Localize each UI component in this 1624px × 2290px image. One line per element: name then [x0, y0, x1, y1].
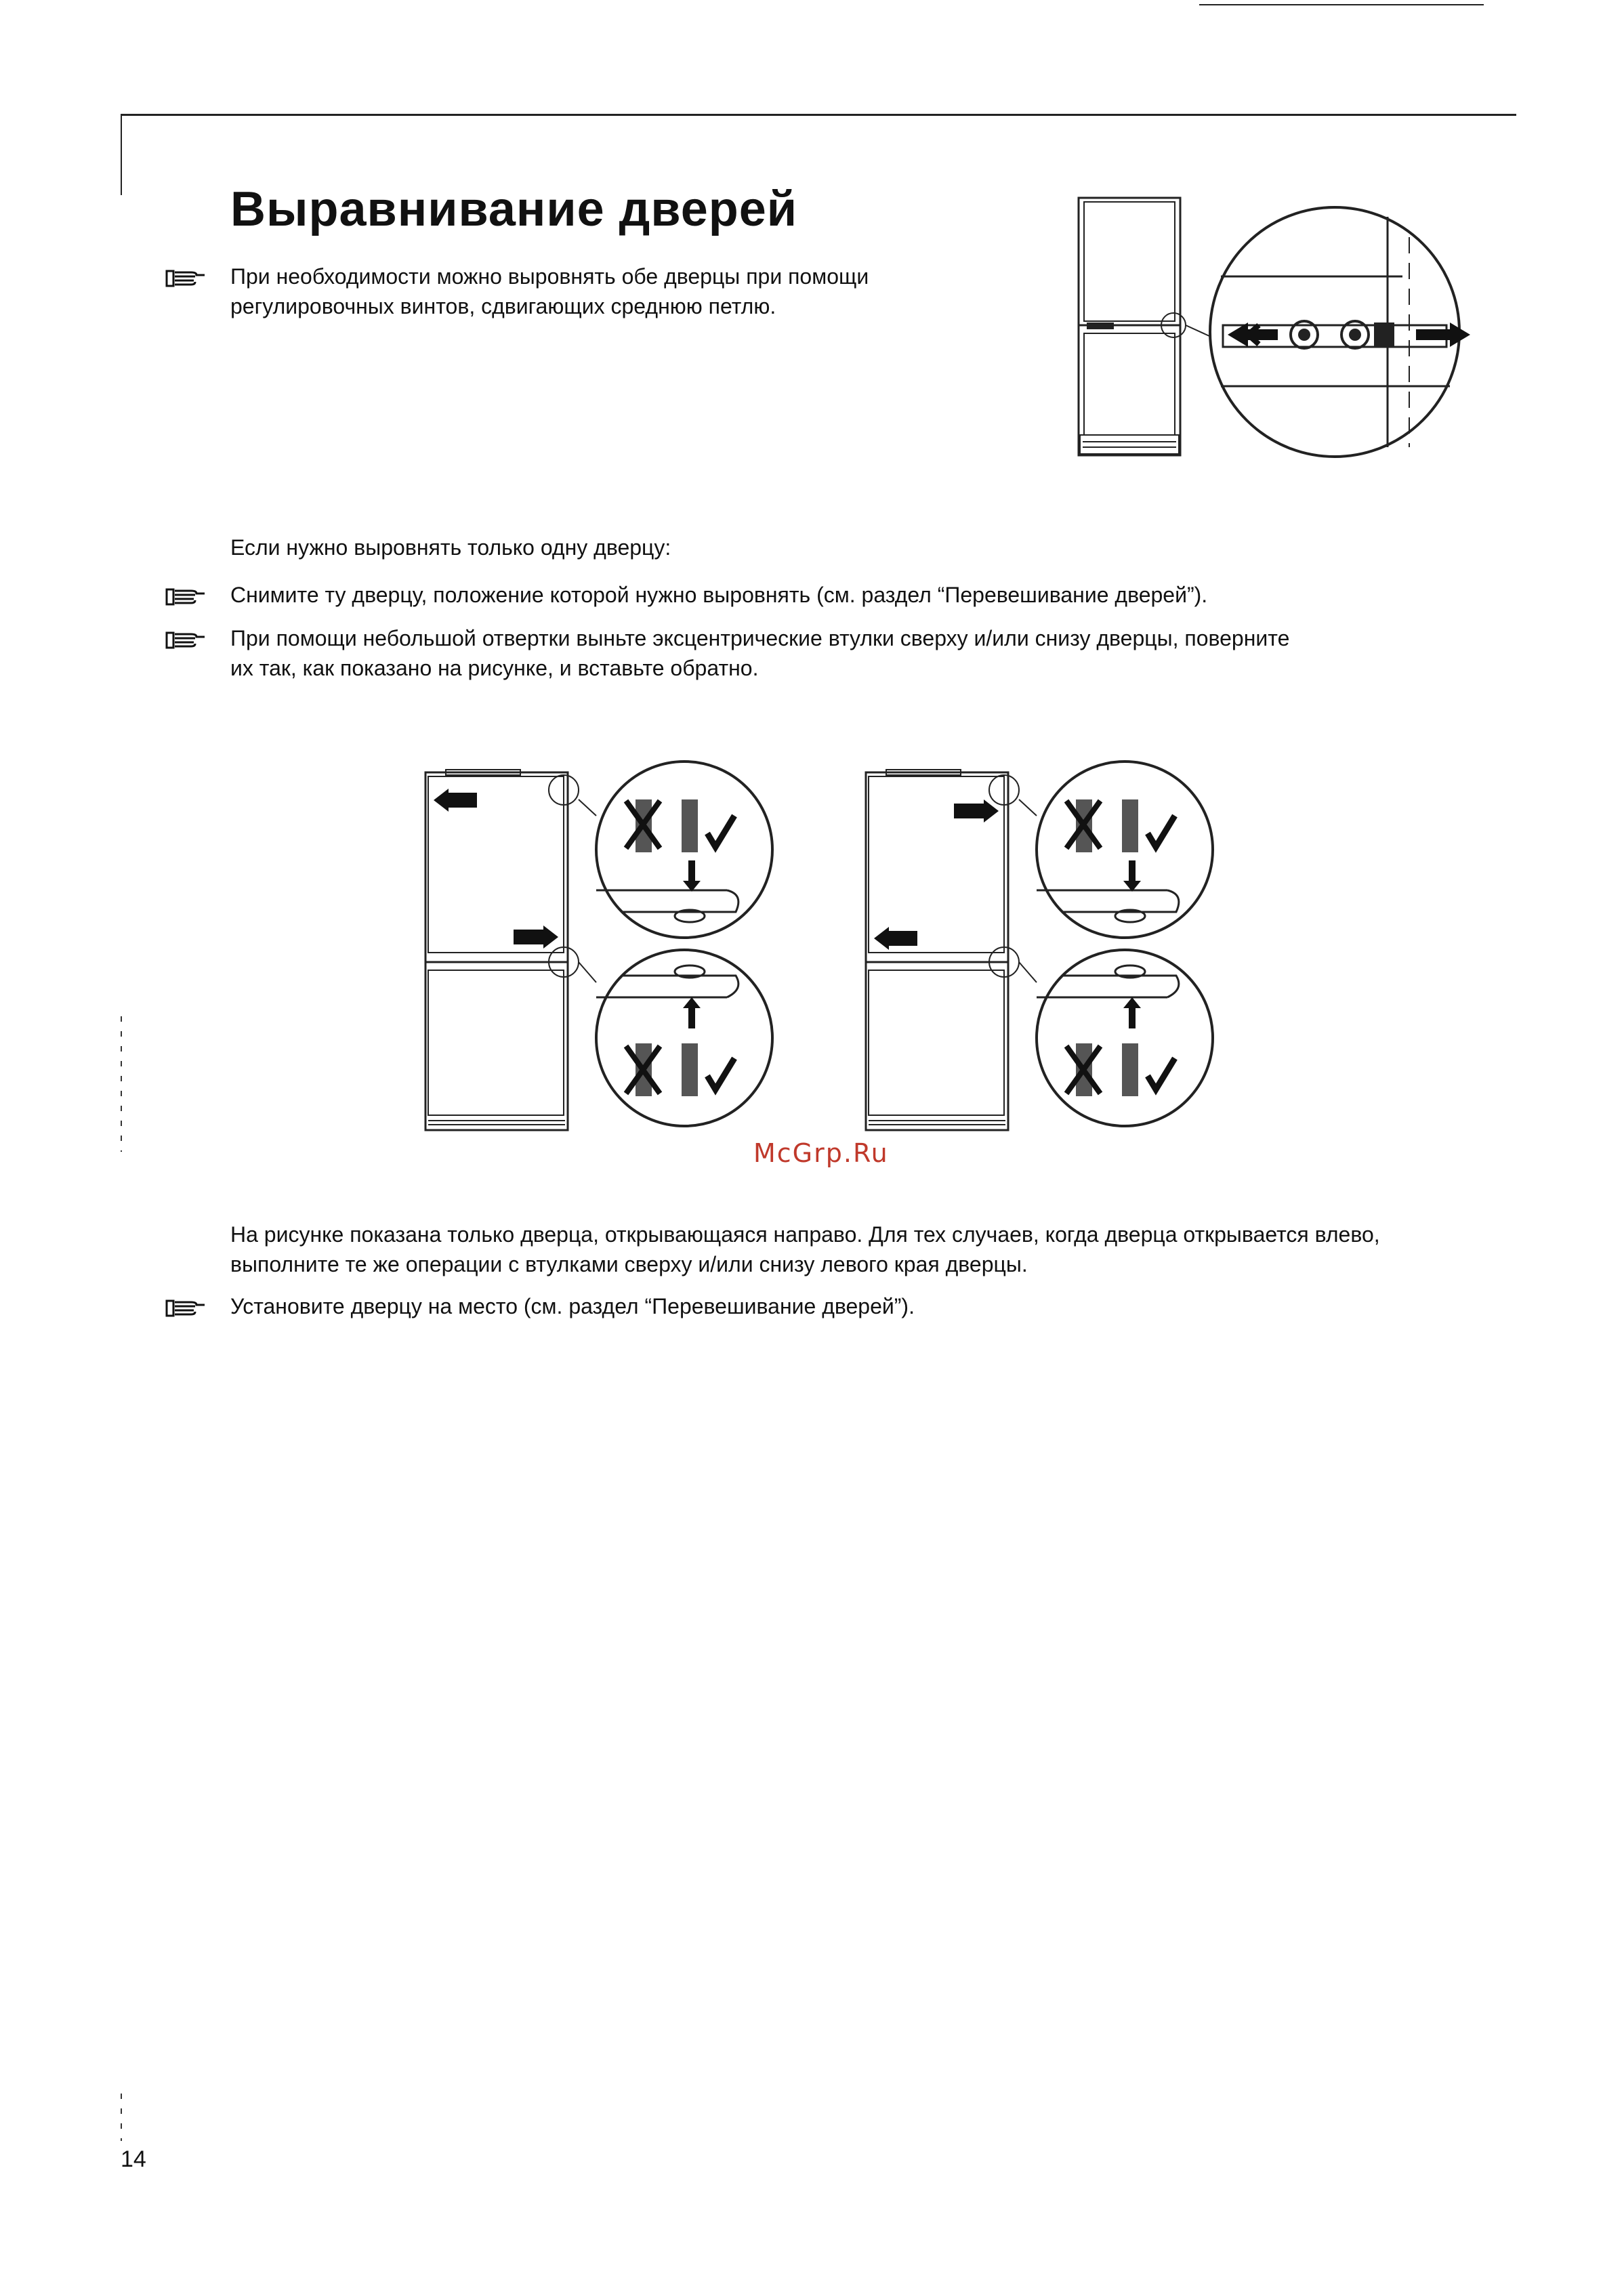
bushing-diagram-left: [419, 759, 785, 1145]
intro-line-1: При необходимости можно выровнять обе дверцы при помощи: [230, 264, 869, 289]
step-2-line-1: При помощи небольшой отвертки выньте эксцентрические втулки сверху и/или снизу дверцы, поверните: [230, 626, 1290, 650]
note-line-2: выполните те же операции с втулками сверху и/или снизу левого края дверцы.: [230, 1252, 1028, 1276]
step-2-line-2: их так, как показано на рисунке, и вставьте обратно.: [230, 656, 759, 680]
final-step: Установите дверцу на место (см. раздел “Перевешивание дверей”).: [230, 1294, 915, 1318]
pointing-hand-icon: [164, 1295, 207, 1318]
pointing-hand-icon: [164, 627, 207, 650]
page-number: 14: [121, 2146, 146, 2172]
pointing-hand-icon: [164, 266, 207, 289]
margin-mark: [121, 2094, 122, 2141]
left-margin-rule: [121, 114, 122, 195]
top-edge-rule: [1199, 4, 1484, 5]
watermark: McGrp.Ru: [753, 1138, 889, 1168]
header-rule: [121, 114, 1516, 116]
bushing-diagram-right: [859, 759, 1225, 1145]
intro-line-2: регулировочных винтов, сдвигающих среднюю петлю.: [230, 294, 776, 318]
margin-mark: [121, 1016, 122, 1152]
note-line-1: На рисунке показана только дверца, открывающаяся направо. Для тех случаев, когда дверца открывается влево,: [230, 1222, 1380, 1247]
step-1: Снимите ту дверцу, положение которой нужно выровнять (см. раздел “Перевешивание дверей”).: [230, 583, 1208, 607]
single-door-intro: Если нужно выровнять только одну дверцу:: [230, 535, 671, 560]
pointing-hand-icon: [164, 584, 207, 607]
middle-hinge-diagram: [1070, 190, 1491, 474]
page-title: Выравнивание дверей: [230, 182, 798, 236]
